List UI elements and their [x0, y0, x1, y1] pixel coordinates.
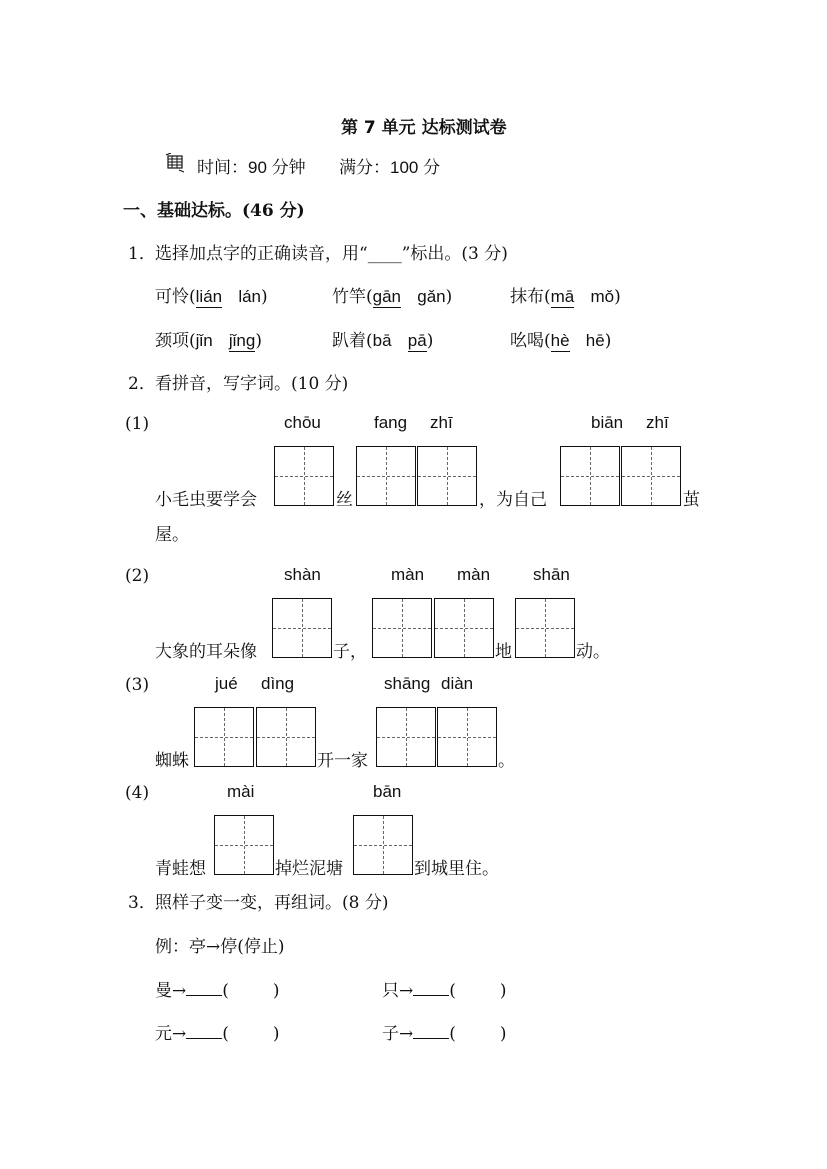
pinyin: bān	[373, 782, 402, 801]
pinyin-choice: 竹竿(gān gǎn)	[332, 287, 453, 307]
question-number: 1．	[128, 244, 156, 264]
clock-icon	[165, 153, 187, 173]
section-heading: 一、基础达标。(46 分)	[123, 201, 305, 221]
writing-box[interactable]	[437, 707, 497, 767]
sentence-text: ，为自己	[479, 490, 547, 510]
pinyin: chōu	[284, 413, 321, 432]
transform-item: 元→ ( )	[155, 1024, 280, 1044]
pinyin: dìng	[261, 674, 295, 693]
answer-blank[interactable]	[413, 980, 449, 996]
pinyin: màn	[391, 565, 425, 584]
writing-box[interactable]	[214, 815, 274, 875]
sentence-text: 开一家	[317, 751, 368, 771]
writing-box[interactable]	[274, 446, 334, 506]
writing-box[interactable]	[272, 598, 332, 658]
sub-label: (1)	[125, 414, 150, 434]
sub-label: (4)	[125, 783, 150, 803]
writing-box[interactable]	[515, 598, 575, 658]
sentence-text: 掉烂泥塘	[275, 859, 343, 879]
sentence-text: 动。	[576, 642, 610, 662]
pinyin-choice: 抹布(mā mǒ)	[510, 287, 621, 307]
example-text: 例：亭→停(停止)	[155, 937, 285, 957]
sentence-text: 丝	[336, 490, 353, 510]
writing-box[interactable]	[376, 707, 436, 767]
sentence-text: 地	[495, 642, 512, 662]
pinyin-choice: 吆喝(hè hē)	[510, 331, 612, 351]
sub-label: (3)	[125, 675, 150, 695]
question-text: 照样子变一变，再组词。(8 分)	[155, 893, 389, 913]
score-label: 满分：100 分	[339, 158, 441, 177]
pinyin: shàn	[284, 565, 321, 584]
sentence-text: 青蛙想	[155, 859, 206, 879]
pinyin: zhī	[430, 413, 453, 432]
pinyin: diàn	[441, 674, 474, 693]
pinyin: biān	[591, 413, 624, 432]
writing-box[interactable]	[417, 446, 477, 506]
sentence-text: 蜘蛛	[155, 751, 189, 771]
pinyin: fang	[374, 413, 408, 432]
writing-box[interactable]	[621, 446, 681, 506]
sentence-text: 子，	[333, 642, 367, 662]
sentence-text: 到城里住。	[414, 859, 499, 879]
sentence-text: 。	[498, 751, 515, 771]
writing-box[interactable]	[560, 446, 620, 506]
transform-item: 只→ ( )	[382, 981, 507, 1001]
writing-box[interactable]	[434, 598, 494, 658]
question-text: 看拼音，写字词。(10 分)	[155, 374, 349, 394]
pinyin-choice: 可怜(lián lán)	[155, 287, 268, 307]
page-title: 第 7 单元 达标测试卷	[341, 118, 507, 138]
pinyin: zhī	[646, 413, 669, 432]
pinyin: shāng	[384, 674, 431, 693]
writing-box[interactable]	[372, 598, 432, 658]
answer-blank[interactable]	[186, 1023, 222, 1039]
sentence-text: 茧	[683, 490, 700, 510]
pinyin: mài	[227, 782, 255, 801]
answer-blank[interactable]	[186, 980, 222, 996]
writing-box[interactable]	[353, 815, 413, 875]
pinyin-choice: 颈项(jǐn jǐng)	[155, 331, 262, 351]
sentence-text: 小毛虫要学会	[155, 490, 257, 510]
question-text: 选择加点字的正确读音，用“____”标出。(3 分)	[155, 244, 508, 264]
sentence-text: 屋。	[155, 525, 189, 545]
question-number: 3．	[128, 893, 156, 913]
transform-item: 子→ ( )	[382, 1024, 507, 1044]
pinyin: jué	[215, 674, 238, 693]
question-number: 2．	[128, 374, 156, 394]
sentence-text: 大象的耳朵像	[155, 642, 257, 662]
pinyin: shān	[533, 565, 570, 584]
writing-box[interactable]	[356, 446, 416, 506]
transform-item: 曼→ ( )	[155, 981, 280, 1001]
pinyin: màn	[457, 565, 491, 584]
writing-box[interactable]	[194, 707, 254, 767]
pinyin-choice: 趴着(bā pā)	[332, 331, 434, 351]
time-label: 时间：90 分钟	[197, 158, 306, 177]
writing-box[interactable]	[256, 707, 316, 767]
sub-label: (2)	[125, 566, 150, 586]
answer-blank[interactable]	[413, 1023, 449, 1039]
